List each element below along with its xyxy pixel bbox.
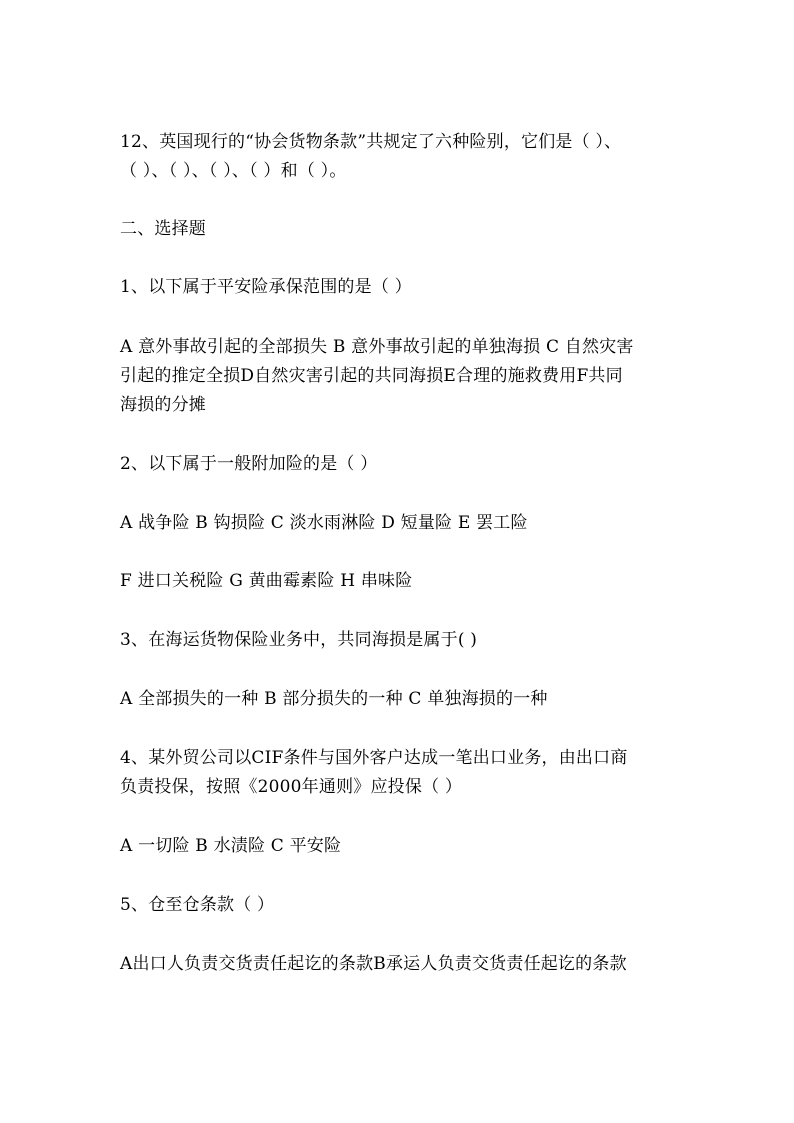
- question-2-options-line-1: A 战争险 B 钩损险 C 淡水雨淋险 D 短量险 E 罢工险: [120, 513, 528, 533]
- question-3: 3、在海运货物保险业务中，共同海损是属于( ): [120, 630, 478, 650]
- question-1: 1、以下属于平安险承保范围的是（ ）: [120, 277, 412, 297]
- question-5: 5、仓至仓条款（ ）: [120, 895, 275, 915]
- question-4-options: A 一切险 B 水渍险 C 平安险: [120, 836, 342, 856]
- question-4-line-2: 负责投保，按照《2000年通则》应投保（ ）: [120, 777, 463, 797]
- question-5-options: A出口人负责交货责任起讫的条款B承运人负责交货责任起讫的条款: [120, 954, 627, 974]
- question-3-options: A 全部损失的一种 B 部分损失的一种 C 单独海损的一种: [120, 689, 548, 709]
- section-heading-choice: 二、选择题: [120, 219, 206, 239]
- question-1-options-line-2: 引起的推定全损D自然灾害引起的共同海损E合理的施救费用F共同: [120, 366, 623, 386]
- question-2-options-line-2: F 进口关税险 G 黄曲霉素险 H 串味险: [120, 571, 413, 591]
- question-12-line-2: （ ）、（ ）、（ ）、（ ）和（ ）。: [120, 161, 347, 181]
- question-1-options-line-3: 海损的分摊: [120, 395, 206, 415]
- question-2: 2、以下属于一般附加险的是（ ）: [120, 454, 378, 474]
- question-1-options-line-1: A 意外事故引起的全部损失 B 意外事故引起的单独海损 C 自然灾害: [120, 337, 634, 357]
- question-4-line-1: 4、某外贸公司以CIF条件与国外客户达成一笔出口业务，由出口商: [120, 748, 628, 768]
- question-12-line-1: 12、英国现行的“协会货物条款”共规定了六种险别，它们是（ ）、: [120, 132, 622, 152]
